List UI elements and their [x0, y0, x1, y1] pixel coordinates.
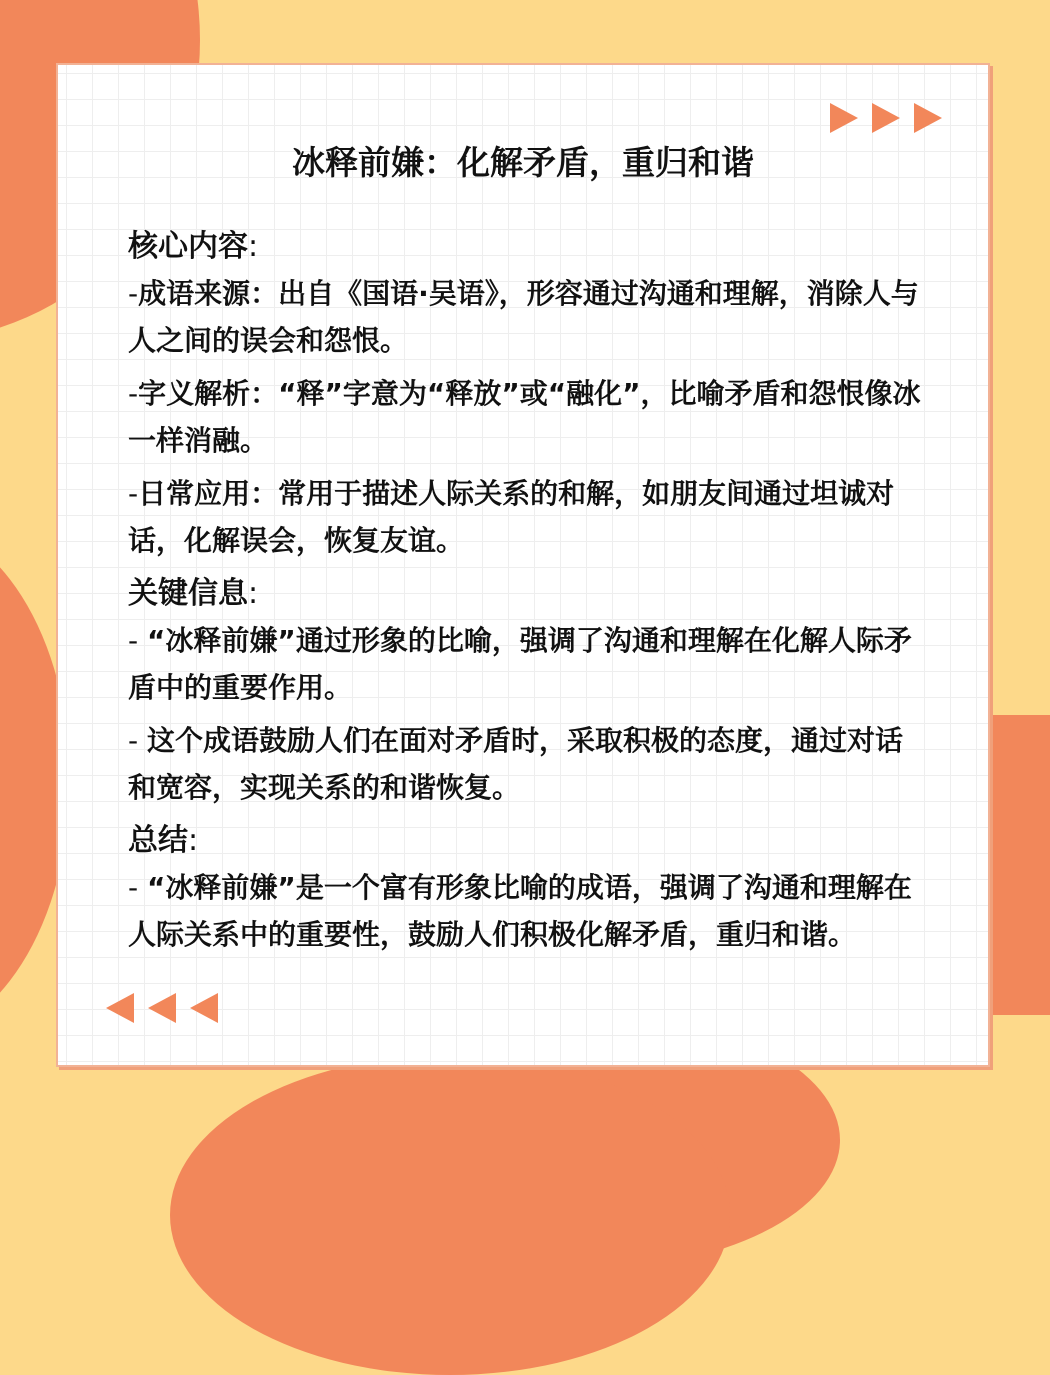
item-dash: -: [128, 724, 148, 757]
list-item: [128, 717, 928, 811]
section-heading-text: 核心内容: [128, 229, 248, 264]
section-core-content: [128, 223, 928, 564]
section-heading-colon: :: [248, 576, 259, 611]
page-title: 冰释前嫌：化解矛盾，重归和谐: [292, 143, 754, 182]
item-dash: -: [128, 477, 139, 510]
back-arrow-icon: [148, 993, 176, 1023]
list-item: [128, 470, 928, 564]
item-text: ：出自《国语·吴语》，形容通过沟通和理解，消除人与人之间的误会和怨恨。: [128, 277, 919, 357]
item-text: ：“释”字意为“释放”或“融化”，比喻矛盾和怨恨像冰一样消融。: [128, 377, 921, 457]
content-card: [56, 63, 990, 1067]
section-heading: [128, 223, 928, 270]
background-blob-bottom: [170, 1055, 730, 1375]
section-heading-text: 关键信息: [128, 576, 248, 611]
item-dash: -: [128, 624, 148, 657]
item-keyword: 字义解析: [138, 377, 251, 410]
item-dash: -: [128, 871, 148, 904]
list-item: [128, 617, 928, 711]
background-block-right: [990, 715, 1050, 1015]
item-keyword: 成语来源: [138, 277, 251, 310]
item-text: “冰释前嫌”通过形象的比喻，强调了沟通和理解在化解人际矛盾中的重要作用。: [128, 624, 912, 704]
item-text: ：常用于描述人际关系的和解，如朋友间通过坦诚对话，化解误会，恢复友谊。: [128, 477, 895, 557]
back-arrow-icon: [106, 993, 134, 1023]
section-summary: [128, 817, 928, 958]
section-heading-text: 总结: [128, 823, 188, 858]
play-arrow-icon: [914, 103, 942, 133]
list-item: [128, 370, 928, 464]
section-heading-colon: :: [248, 229, 259, 264]
list-item: [128, 270, 928, 364]
article-body: [128, 223, 928, 964]
section-heading: [128, 817, 928, 864]
decorative-arrows-left: [106, 993, 218, 1023]
item-text: “冰释前嫌”是一个富有形象比喻的成语，强调了沟通和理解在人际关系中的重要性，鼓励人们积极化解矛盾，重归和谐。: [128, 871, 912, 951]
item-text: 这个成语鼓励人们在面对矛盾时，采取积极的态度，通过对话和宽容，实现关系的和谐恢复。: [128, 724, 904, 804]
play-arrow-icon: [872, 103, 900, 133]
list-item: [128, 864, 928, 958]
section-heading: [128, 570, 928, 617]
item-keyword: 日常应用: [138, 477, 251, 510]
item-dash: -: [128, 377, 139, 410]
section-heading-colon: :: [188, 823, 199, 858]
section-key-info: [128, 570, 928, 811]
play-arrow-icon: [830, 103, 858, 133]
item-dash: -: [128, 277, 139, 310]
back-arrow-icon: [190, 993, 218, 1023]
decorative-arrows-right: [830, 103, 942, 133]
